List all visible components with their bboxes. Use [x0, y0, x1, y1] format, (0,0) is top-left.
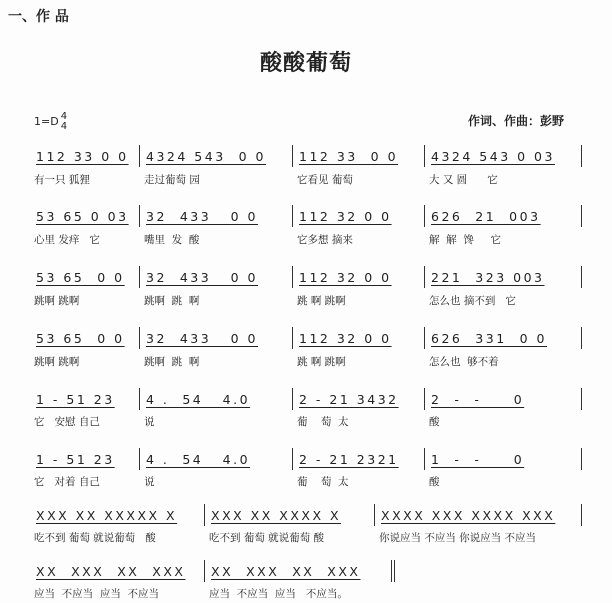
key-signature	[34, 112, 67, 132]
lyrics-row	[30, 232, 586, 247]
measure	[140, 145, 293, 167]
measure	[293, 266, 425, 288]
lyric-text: 它多想 摘来	[297, 234, 353, 246]
lyric-text: 应当 不应当 应当 不应当。	[209, 588, 348, 600]
measure-notes: 53 65 0 0	[36, 330, 125, 346]
measure-notes: 32 433 0 0	[146, 330, 259, 346]
lyrics-row	[30, 172, 586, 187]
measure	[293, 448, 425, 470]
lyric-text: 走过葡萄 园	[144, 174, 200, 186]
lyric-text: 说	[144, 476, 155, 488]
measure	[205, 504, 375, 526]
notation-row	[30, 388, 586, 410]
lyric-text: 葡 萄 太	[297, 416, 349, 428]
measure-notes: 32 433 0 0	[146, 269, 259, 285]
lyric-text: 你说应当 不应当 你说应当 不应当	[379, 532, 537, 544]
measure	[293, 327, 425, 349]
measure	[425, 327, 582, 349]
notation-row	[30, 448, 586, 470]
measure-notes: 32 433 0 0	[146, 208, 259, 224]
lyric-text: 葡 萄 太	[297, 476, 349, 488]
lyric-text: 心里 发痒 它	[34, 234, 100, 246]
measure	[425, 266, 582, 288]
lyric-text: 跳啊 跳啊	[34, 356, 80, 368]
measure	[140, 205, 293, 227]
lyrics-row	[30, 474, 586, 489]
measure	[30, 145, 140, 167]
measure	[30, 205, 140, 227]
measure	[375, 504, 582, 526]
measure-notes: 4 . 54 4.0	[146, 451, 251, 467]
lyric-text: 有一只 狐狸	[34, 174, 90, 186]
time-bottom: 4	[60, 121, 68, 132]
measure	[293, 388, 425, 410]
lyrics-row	[30, 293, 586, 308]
measure-notes: 626 331 0 0	[431, 330, 547, 346]
measure	[30, 327, 140, 349]
notation-row	[30, 560, 586, 582]
notation-row	[30, 266, 586, 288]
time-top: 4	[60, 111, 68, 122]
section-heading: 一、作 品	[8, 9, 69, 25]
measure	[425, 448, 582, 470]
time-signature	[61, 112, 67, 132]
measure	[293, 205, 425, 227]
measure	[140, 388, 293, 410]
lyric-text: 跳 啊 跳啊	[297, 295, 346, 307]
lyric-text: 跳啊 跳 啊	[144, 356, 200, 368]
lyric-text: 怎么也 摘不到 它	[429, 295, 516, 307]
notation-row	[30, 205, 586, 227]
author-credit: 作词、作曲：彭野	[467, 114, 564, 128]
lyric-text: 吃不到 葡萄 就说葡萄 酸	[34, 532, 156, 544]
measure-notes: 53 65 0 0	[36, 269, 125, 285]
lyrics-row	[30, 530, 586, 545]
lyric-text: 它 安慰 自己	[34, 416, 100, 428]
measure-notes: 626 21 003	[431, 208, 541, 224]
lyric-text: 跳啊 跳啊	[34, 295, 80, 307]
measure-notes: XXX XX XXXX X	[211, 507, 342, 523]
measure	[293, 145, 425, 167]
lyrics-row	[30, 586, 586, 601]
measure-notes: 1 - 51 23	[36, 451, 115, 467]
lyric-text: 应当 不应当 应当 不应当	[34, 588, 160, 600]
key-label: 1=D	[34, 115, 59, 128]
measure-notes: 4324 543 0 0	[146, 148, 266, 164]
measure-notes: 53 65 0 03	[36, 208, 129, 224]
lyric-text: 大 又 圆 它	[429, 174, 498, 186]
lyric-text: 它 对着 自己	[34, 476, 100, 488]
lyric-text: 吃不到 葡萄 就说葡萄 酸	[209, 532, 325, 544]
song-title: 酸酸葡萄	[259, 50, 352, 76]
measure	[205, 560, 395, 582]
measure	[30, 388, 140, 410]
measure	[30, 560, 205, 582]
measure-notes: 2 - 21 2321	[299, 451, 399, 467]
lyric-text: 嘴里 发 酸	[144, 234, 200, 246]
measure-notes: 221 323 003	[431, 269, 545, 285]
measure-notes: 2 - - 0	[431, 391, 525, 407]
lyric-text: 酸	[429, 416, 440, 428]
measure-notes: 1 - - 0	[431, 451, 525, 467]
measure-notes: 112 32 0 0	[299, 269, 392, 285]
measure	[425, 205, 582, 227]
measure-notes: 1 - 51 23	[36, 391, 115, 407]
lyrics-row	[30, 354, 586, 369]
measure	[425, 388, 582, 410]
notation-row	[30, 327, 586, 349]
measure-notes: 112 33 0 0	[299, 148, 399, 164]
measure	[425, 145, 582, 167]
measure	[140, 327, 293, 349]
lyric-text: 说	[144, 416, 155, 428]
measure	[30, 504, 205, 526]
measure-notes: 112 32 0 0	[299, 208, 392, 224]
lyric-text: 解 解 馋 它	[429, 234, 502, 246]
measure-notes: XXXX XXX XXXX XXX	[381, 507, 556, 523]
lyric-text: 它看见 葡萄	[297, 174, 353, 186]
lyric-text: 跳啊 跳 啊	[144, 295, 200, 307]
measure-notes: 112 33 0 0	[36, 148, 129, 164]
measure-notes: 112 32 0 0	[299, 330, 392, 346]
measure-notes: 2 - 21 3432	[299, 391, 399, 407]
notation-row	[30, 145, 586, 167]
measure-notes: 4 . 54 4.0	[146, 391, 251, 407]
measure	[140, 448, 293, 470]
measure-notes: XX XXX XX XXX	[211, 563, 361, 579]
measure	[140, 266, 293, 288]
measure-notes: 4324 543 0 03	[431, 148, 555, 164]
lyric-text: 酸	[429, 476, 440, 488]
measure	[30, 448, 140, 470]
notation-row	[30, 504, 586, 526]
measure-notes: XX XXX XX XXX	[36, 563, 186, 579]
lyric-text: 跳 啊 跳啊	[297, 356, 346, 368]
measure	[30, 266, 140, 288]
lyric-text: 怎么也 够不着	[429, 356, 499, 368]
measure-notes: XXX XX XXXXX X	[36, 507, 178, 523]
lyrics-row	[30, 414, 586, 429]
